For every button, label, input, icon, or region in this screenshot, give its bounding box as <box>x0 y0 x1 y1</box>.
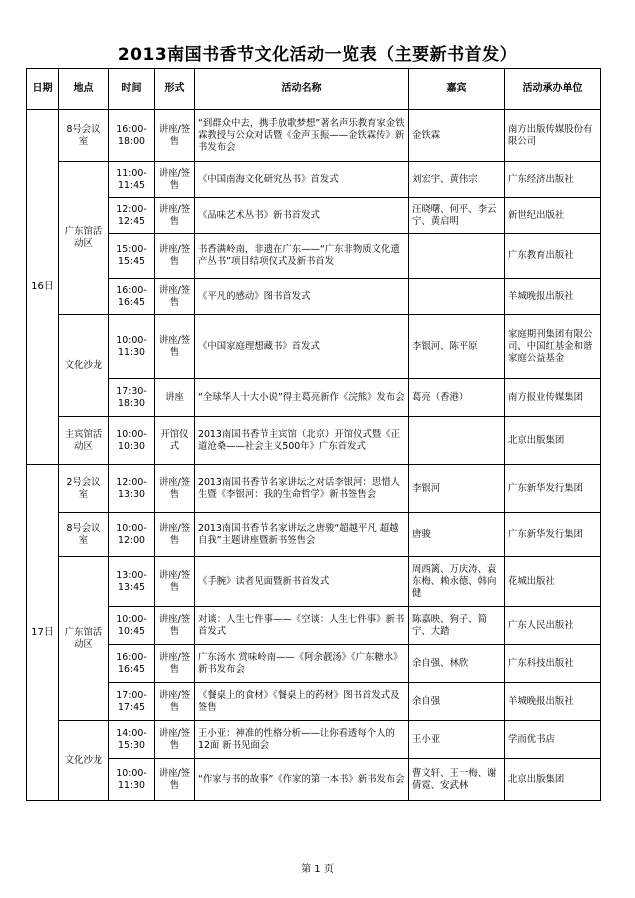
schedule-table <box>26 68 601 801</box>
table-row <box>27 513 601 557</box>
form-cell: 讲座/签售 <box>155 607 195 645</box>
form-cell: 讲座/签售 <box>155 721 195 759</box>
venue-cell: 主宾馆活动区 <box>59 417 109 465</box>
activity-cell: 书香满岭南，非遗在广东——“广东非物质文化遗产丛书”项目结项仪式及新书首发 <box>195 234 409 279</box>
activity-cell: 广东汤水 赏味岭南——《阿余靓汤》《广东糖水》新书发布会 <box>195 645 409 683</box>
form-cell: 讲座/签售 <box>155 683 195 721</box>
form-cell: 讲座/签售 <box>155 645 195 683</box>
guests-cell <box>409 279 505 315</box>
organizer-cell: 家庭期刊集团有限公司、中国红基金和谐家庭公益基金 <box>505 315 601 379</box>
activity-cell: “全球华人十大小说”得主葛亮新作《浣熊》发布会 <box>195 379 409 417</box>
organizer-cell: 花城出版社 <box>505 557 601 607</box>
organizer-cell: 南方报业传媒集团 <box>505 379 601 417</box>
activity-cell: 《手腕》读者见面暨新书首发式 <box>195 557 409 607</box>
activity-cell: 2013南国书香节主宾馆（北京）开馆仪式暨《正道沧桑——社会主义500年》广东首发式 <box>195 417 409 465</box>
day-cell: 17日 <box>27 465 59 801</box>
time-cell: 10:00-12:00 <box>109 513 155 557</box>
time-cell: 16:00-18:00 <box>109 110 155 162</box>
table-row <box>27 110 601 162</box>
form-cell: 讲座/签售 <box>155 759 195 801</box>
guests-cell: 周西篱、万庆涛、袁东梅、赖永德、韩向健 <box>409 557 505 607</box>
form-cell: 讲座/签售 <box>155 110 195 162</box>
table-header-row <box>27 69 601 110</box>
venue-cell: 2号会议室 <box>59 465 109 513</box>
form-cell: 讲座/签售 <box>155 315 195 379</box>
organizer-cell: 广东科技出版社 <box>505 645 601 683</box>
day-cell: 16日 <box>27 110 59 465</box>
time-cell: 11:00-11:45 <box>109 162 155 198</box>
table-row <box>27 721 601 759</box>
guests-cell: 王小亚 <box>409 721 505 759</box>
activity-cell: 《品味艺术丛书》新书首发式 <box>195 198 409 234</box>
time-cell: 14:00-15:30 <box>109 721 155 759</box>
time-cell: 17:30-18:30 <box>109 379 155 417</box>
table-row <box>27 379 601 417</box>
guests-cell: 李银河 <box>409 465 505 513</box>
organizer-cell: 广东人民出版社 <box>505 607 601 645</box>
table-row <box>27 557 601 607</box>
guests-cell: 刘宏宇、黄伟宗 <box>409 162 505 198</box>
activity-cell: 《中国家庭理想藏书》首发式 <box>195 315 409 379</box>
time-cell: 10:00-11:30 <box>109 315 155 379</box>
form-cell: 讲座/签售 <box>155 465 195 513</box>
organizer-cell: 新世纪出版社 <box>505 198 601 234</box>
venue-cell: 广东馆活动区 <box>59 557 109 721</box>
header-form: 形式 <box>155 69 195 110</box>
time-cell: 15:00-15:45 <box>109 234 155 279</box>
guests-cell: 余自强 <box>409 683 505 721</box>
activity-cell: 《餐桌上的食材》《餐桌上的药材》图书首发式及签售 <box>195 683 409 721</box>
venue-cell: 8号会议室 <box>59 110 109 162</box>
organizer-cell: 广东教育出版社 <box>505 234 601 279</box>
header-activity: 活动名称 <box>195 69 409 110</box>
time-cell: 16:00-16:45 <box>109 645 155 683</box>
venue-cell: 8号会议室 <box>59 513 109 557</box>
table-row <box>27 607 601 645</box>
time-cell: 10:00-10:30 <box>109 417 155 465</box>
table-row <box>27 417 601 465</box>
form-cell: 讲座/签售 <box>155 279 195 315</box>
page-title: 2013南国书香节文化活动一览表（主要新书首发） <box>117 45 518 65</box>
header-venue: 地点 <box>59 69 109 110</box>
organizer-cell: 南方出版传媒股份有限公司 <box>505 110 601 162</box>
activity-cell: 《中国南海文化研究丛书》首发式 <box>195 162 409 198</box>
guests-cell: 金铁霖 <box>409 110 505 162</box>
time-cell: 12:00-13:30 <box>109 465 155 513</box>
guests-cell: 唐骏 <box>409 513 505 557</box>
table-row <box>27 465 601 513</box>
organizer-cell: 北京出版集团 <box>505 759 601 801</box>
time-cell: 16:00-16:45 <box>109 279 155 315</box>
guests-cell <box>409 234 505 279</box>
header-date: 日期 <box>27 69 59 110</box>
activity-cell: 2013南国书香节名家讲坛之唐骏“超越平凡 超越自我”主题讲座暨新书签售会 <box>195 513 409 557</box>
table-row <box>27 279 601 315</box>
header-guests: 嘉宾 <box>409 69 505 110</box>
guests-cell <box>409 417 505 465</box>
header-time: 时间 <box>109 69 155 110</box>
table-row <box>27 162 601 198</box>
activity-cell: “到群众中去，携手放歌梦想”著名声乐教育家金铁霖教授与公众对话暨《金声玉振——金铁霖传》新书发布会 <box>195 110 409 162</box>
organizer-cell: 广东新华发行集团 <box>505 513 601 557</box>
organizer-cell: 羊城晚报出版社 <box>505 683 601 721</box>
organizer-cell: 广东经济出版社 <box>505 162 601 198</box>
guests-cell: 陈嘉映、狗子、简宁、大踏 <box>409 607 505 645</box>
page-number: 第 1 页 <box>301 864 334 875</box>
time-cell: 17:00-17:45 <box>109 683 155 721</box>
table-row <box>27 645 601 683</box>
activity-cell: 王小亚：神准的性格分析——让你看透每个人的12面 新书见面会 <box>195 721 409 759</box>
activity-cell: “作家与书的故事”《作家的第一本书》新书发布会 <box>195 759 409 801</box>
guests-cell: 葛亮（香港） <box>409 379 505 417</box>
venue-cell: 广东馆活动区 <box>59 162 109 315</box>
organizer-cell: 北京出版集团 <box>505 417 601 465</box>
header-organizer: 活动承办单位 <box>505 69 601 110</box>
form-cell: 开馆仪式 <box>155 417 195 465</box>
organizer-cell: 学而优书店 <box>505 721 601 759</box>
form-cell: 讲座/签售 <box>155 162 195 198</box>
activity-cell: 《平凡的感动》图书首发式 <box>195 279 409 315</box>
table-row <box>27 198 601 234</box>
form-cell: 讲座/签售 <box>155 198 195 234</box>
venue-cell: 文化沙龙 <box>59 315 109 417</box>
guests-cell: 汪晓曙、何平、李云宁、黄启明 <box>409 198 505 234</box>
table-row <box>27 234 601 279</box>
guests-cell: 李银河、陈平原 <box>409 315 505 379</box>
table-row <box>27 759 601 801</box>
activity-cell: 2013南国书香节名家讲坛之对话李银河：思惜人生暨《李银河：我的生命哲学》新书签售会 <box>195 465 409 513</box>
form-cell: 讲座/签售 <box>155 513 195 557</box>
table-row <box>27 683 601 721</box>
organizer-cell: 羊城晚报出版社 <box>505 279 601 315</box>
time-cell: 12:00-12:45 <box>109 198 155 234</box>
time-cell: 10:00-10:45 <box>109 607 155 645</box>
venue-cell: 文化沙龙 <box>59 721 109 801</box>
time-cell: 13:00-13:45 <box>109 557 155 607</box>
organizer-cell: 广东新华发行集团 <box>505 465 601 513</box>
guests-cell: 曹文轩、王一梅、谢倩霓、安武林 <box>409 759 505 801</box>
form-cell: 讲座/签售 <box>155 557 195 607</box>
table-row <box>27 315 601 379</box>
time-cell: 10:00-11:30 <box>109 759 155 801</box>
guests-cell: 余自强、林欣 <box>409 645 505 683</box>
form-cell: 讲座/签售 <box>155 234 195 279</box>
form-cell: 讲座 <box>155 379 195 417</box>
activity-cell: 对谈：人生七件事——《空谈：人生七件事》新书首发式 <box>195 607 409 645</box>
